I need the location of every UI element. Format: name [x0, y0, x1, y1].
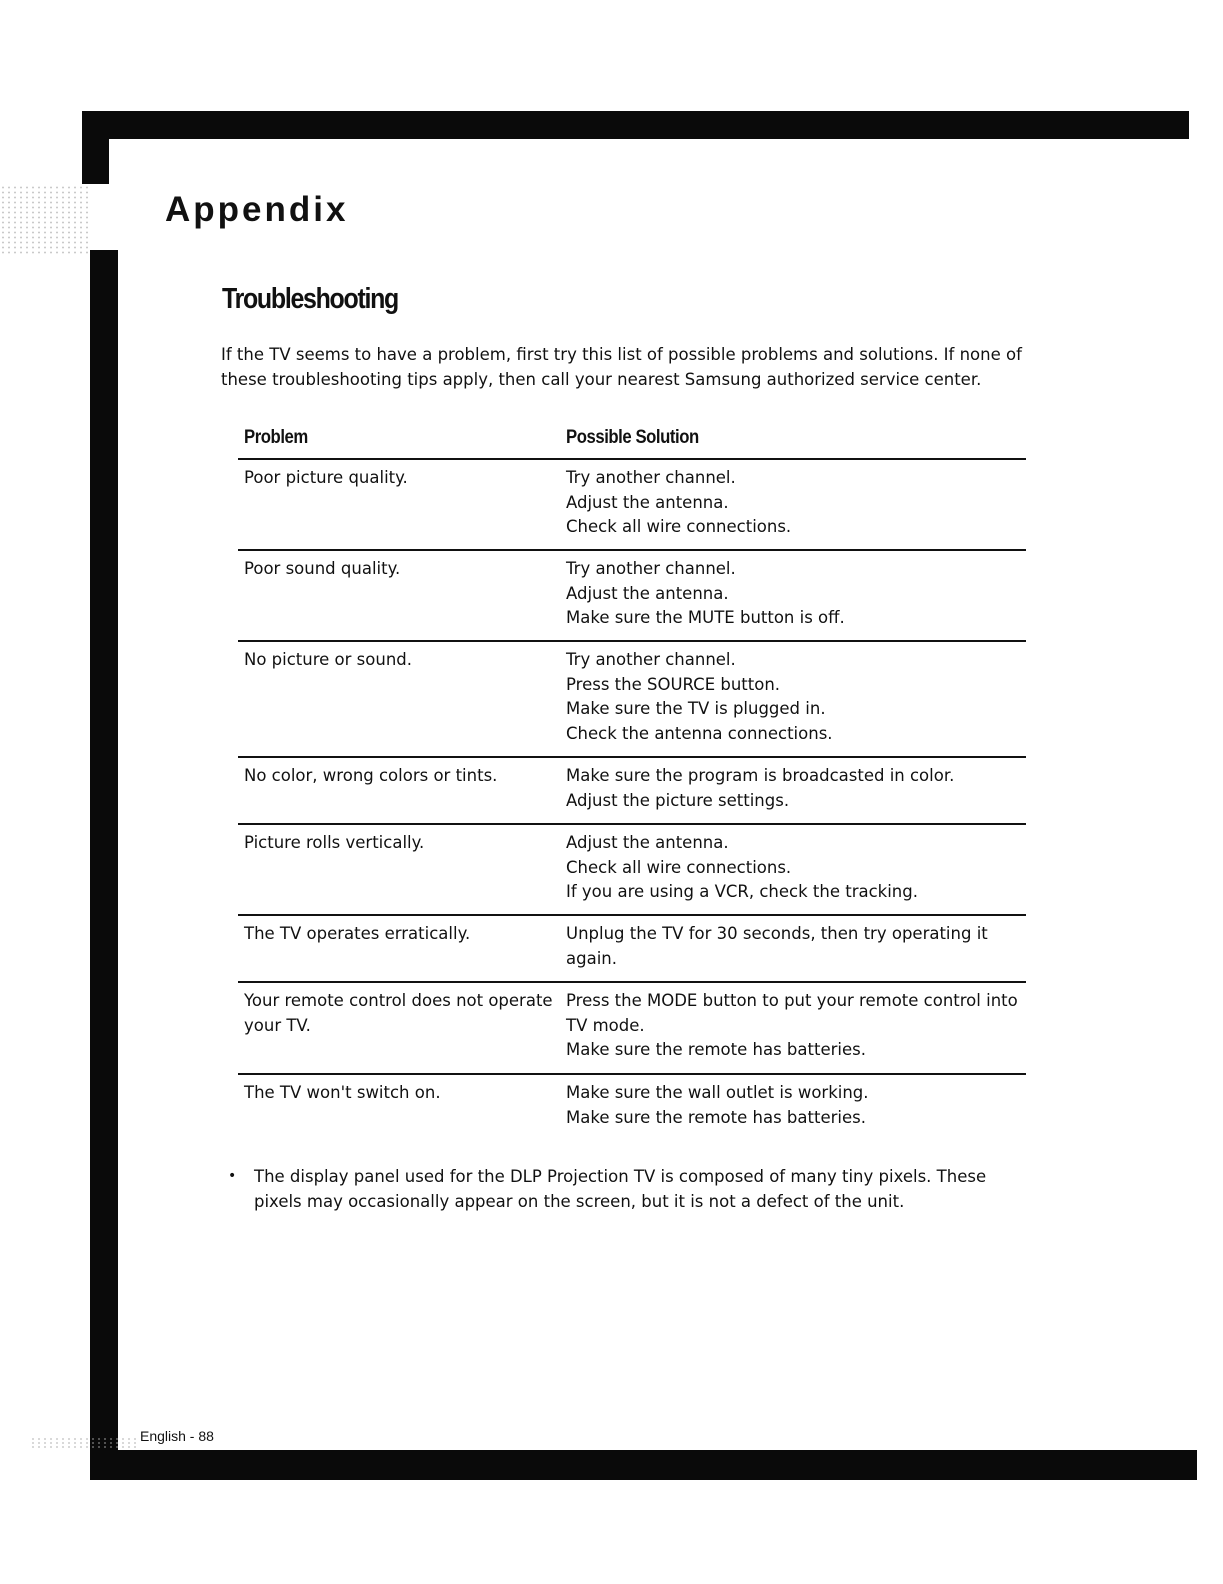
solution-line: Adjust the picture settings. [566, 790, 790, 810]
problem-cell: Your remote control does not operate your TV. [244, 991, 553, 1035]
problem-cell: No picture or sound. [244, 650, 413, 669]
solution-line: Try another channel. [566, 468, 736, 487]
header-bar [82, 111, 1189, 139]
solution-line: Try another channel. [566, 559, 736, 578]
solution-cell [566, 764, 1026, 823]
intro-paragraph: If the TV seems to have a problem, first try this list of possible problems and solutions. If none of these troubleshooting tips apply, then call your nearest Samsung authorized service center. [221, 345, 1022, 389]
table-row [238, 642, 1026, 758]
header-possible-solution: Possible Solution [566, 427, 699, 448]
appendix-title: Appendix [165, 190, 349, 229]
footnote [228, 1164, 1008, 1214]
solution-line: Make sure the wall outlet is working. [566, 1083, 869, 1102]
section-title: Troubleshooting [222, 283, 399, 315]
solution-line: Press the MODE button to put your remote control into TV mode. [566, 991, 1018, 1035]
table-row [238, 460, 1026, 551]
scan-artifact [0, 185, 90, 255]
header-bar-corner [82, 139, 109, 184]
solution-line: Make sure the remote has batteries. [566, 1040, 866, 1059]
solution-line: Unplug the TV for 30 seconds, then try operating it again. [566, 924, 988, 968]
problem-cell: Picture rolls vertically. [244, 833, 425, 852]
solution-line: Check all wire connections. [566, 517, 792, 536]
problem-cell: Poor sound quality. [244, 559, 401, 578]
solution-cell [566, 1081, 1026, 1135]
solution-cell [566, 922, 1026, 981]
solution-cell [566, 557, 1026, 640]
problem-cell: The TV won't switch on. [244, 1083, 441, 1102]
solution-line: Make sure the program is broadcasted in color. [566, 766, 955, 785]
header-problem: Problem [244, 427, 308, 448]
table-row [238, 825, 1026, 916]
table-row [238, 983, 1026, 1075]
solution-cell [566, 648, 1026, 756]
table-row [238, 916, 1026, 983]
table-row [238, 758, 1026, 825]
footnote-text: The display panel used for the DLP Projection TV is composed of many tiny pixels. These pixels may occasionally appear on the screen, but it is not a defect of the unit. [254, 1167, 987, 1211]
troubleshooting-table [238, 424, 1026, 1135]
scan-artifact-bottom [30, 1437, 140, 1449]
solution-line: Make sure the TV is plugged in. [566, 699, 826, 718]
table-header-row [238, 424, 1026, 460]
table-row [238, 1075, 1026, 1135]
solution-line: Make sure the MUTE button is off. [566, 608, 845, 627]
page-number: English - 88 [140, 1428, 214, 1444]
table-body [238, 460, 1026, 1135]
solution-line: Check the antenna connections. [566, 723, 833, 743]
side-bar [90, 250, 118, 1450]
solution-line: If you are using a VCR, check the tracking. [566, 882, 918, 901]
solution-line: Make sure the remote has batteries. [566, 1107, 866, 1127]
table-row [238, 551, 1026, 642]
solution-line: Adjust the antenna. [566, 833, 729, 852]
bullet-icon: • [228, 1168, 237, 1184]
solution-line: Try another channel. [566, 650, 736, 669]
problem-cell: No color, wrong colors or tints. [244, 766, 498, 785]
solution-cell [566, 831, 1026, 914]
solution-line: Adjust the antenna. [566, 583, 729, 603]
problem-cell: Poor picture quality. [244, 468, 408, 487]
problem-cell: The TV operates erratically. [244, 924, 471, 943]
solution-cell [566, 989, 1026, 1073]
solution-line: Press the SOURCE button. [566, 674, 781, 694]
footer-bar [90, 1450, 1197, 1480]
solution-line: Adjust the antenna. [566, 492, 729, 512]
solution-cell [566, 466, 1026, 549]
solution-line: Check all wire connections. [566, 857, 792, 877]
